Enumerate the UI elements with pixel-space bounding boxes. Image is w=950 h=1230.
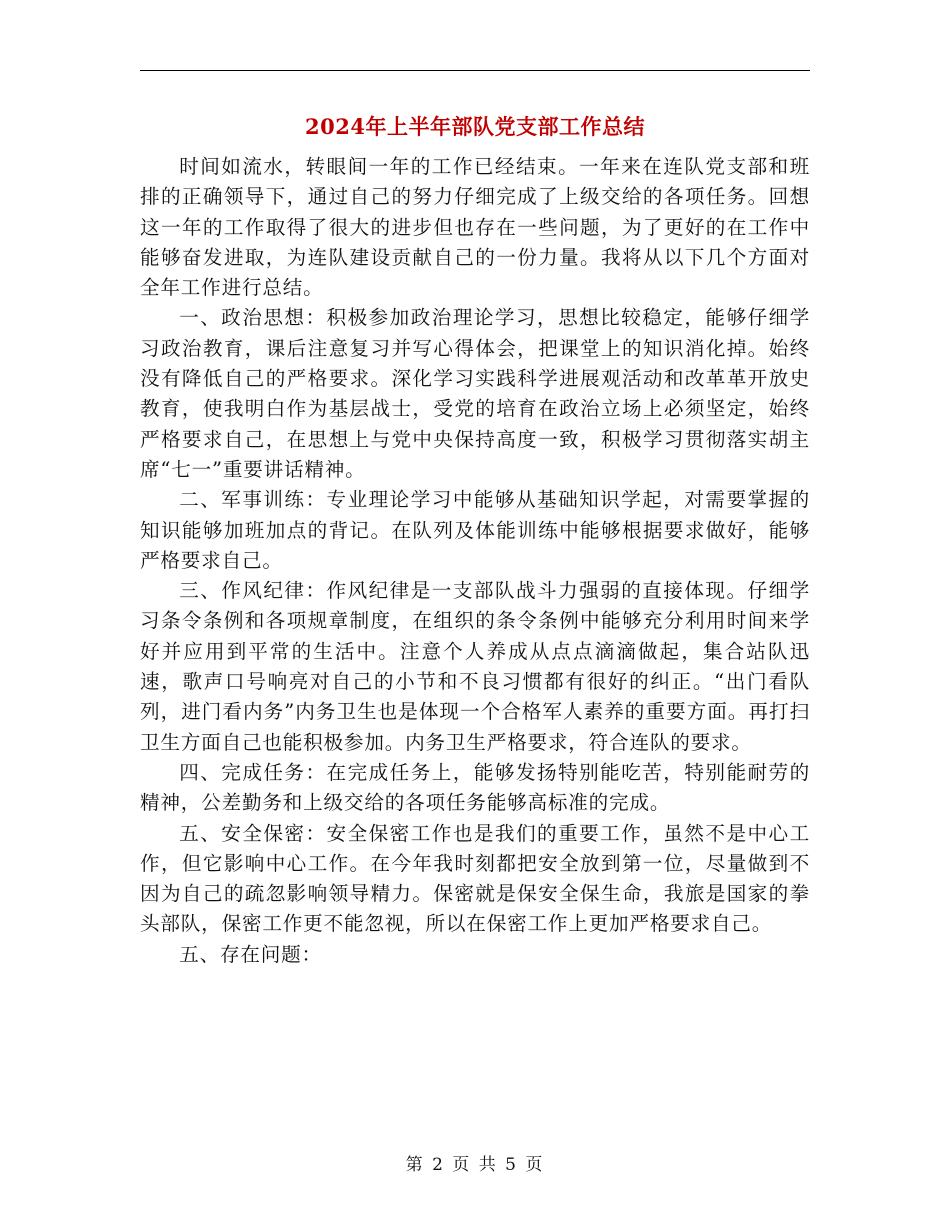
page-number: 第 2 页 共 5 页 — [405, 1155, 545, 1175]
paragraph-security: 五、安全保密：安全保密工作也是我们的重要工作，虽然不是中心工作，但它影响中心工作。在今年我时刻都把安全放到第一位，尽量做到不因为自己的疏忽影响领导精力。保密就是保安全保生命，我旅是国家的拳头部队，保密工作更不能忽视，所以在保密工作上更加严格要求自己。 — [140, 821, 810, 936]
header-rule — [140, 70, 810, 71]
paragraph-discipline: 三、作风纪律：作风纪律是一支部队战斗力强弱的直接体现。仔细学习条令条例和各项规章制度，在组织的条令条例中能够充分利用时间来学好并应用到平常的生活中。注意个人养成从点点滴滴做起，集合站队迅速，歌声口号响亮对自己的小节和不良习惯都有很好的纠正。“出门看队列，进门看内务”内务卫生也是体现一个合格军人素养的重要方面。再打扫卫生方面自己也能积极参加。内务卫生严格要求，符合连队的要求。 — [140, 579, 810, 754]
paragraph-problems-heading: 五、存在问题： — [179, 942, 322, 966]
document-title: 2024年上半年部队党支部工作总结 — [305, 114, 645, 139]
paragraph-intro: 时间如流水，转眼间一年的工作已经结束。一年来在连队党支部和班排的正确领导下，通过自己的努力仔细完成了上级交给的各项任务。回想这一年的工作取得了很大的进步但也存在一些问题，为了更好的在工作中能够奋发进取，为连队建设贡献自己的一份力量。我将从以下几个方面对全年工作进行总结。 — [140, 155, 810, 300]
paragraph-political-thought: 一、政治思想：积极参加政治理论学习，思想比较稳定，能够仔细学习政治教育，课后注意复习并写心得体会，把课堂上的知识消化掉。始终没有降低自己的严格要求。深化学习实践科学进展观活动和改革革开放史教育，使我明白作为基层战士，受党的培育在政治立场上必须坚定，始终严格要求自己，在思想上与党中央保持高度一致，积极学习贯彻落实胡主席“七一”重要讲话精神。 — [140, 306, 810, 481]
document-body — [140, 152, 810, 970]
paragraph-tasks: 四、完成任务：在完成任务上，能够发扬特别能吃苦，特别能耐劳的精神，公差勤务和上级交给的各项任务能够高标准的完成。 — [140, 760, 810, 815]
paragraph-military-training: 二、军事训练：专业理论学习中能够从基础知识学起，对需要掌握的知识能够加班加点的背记。在队列及体能训练中能够根据要求做好，能够严格要求自己。 — [140, 488, 810, 572]
